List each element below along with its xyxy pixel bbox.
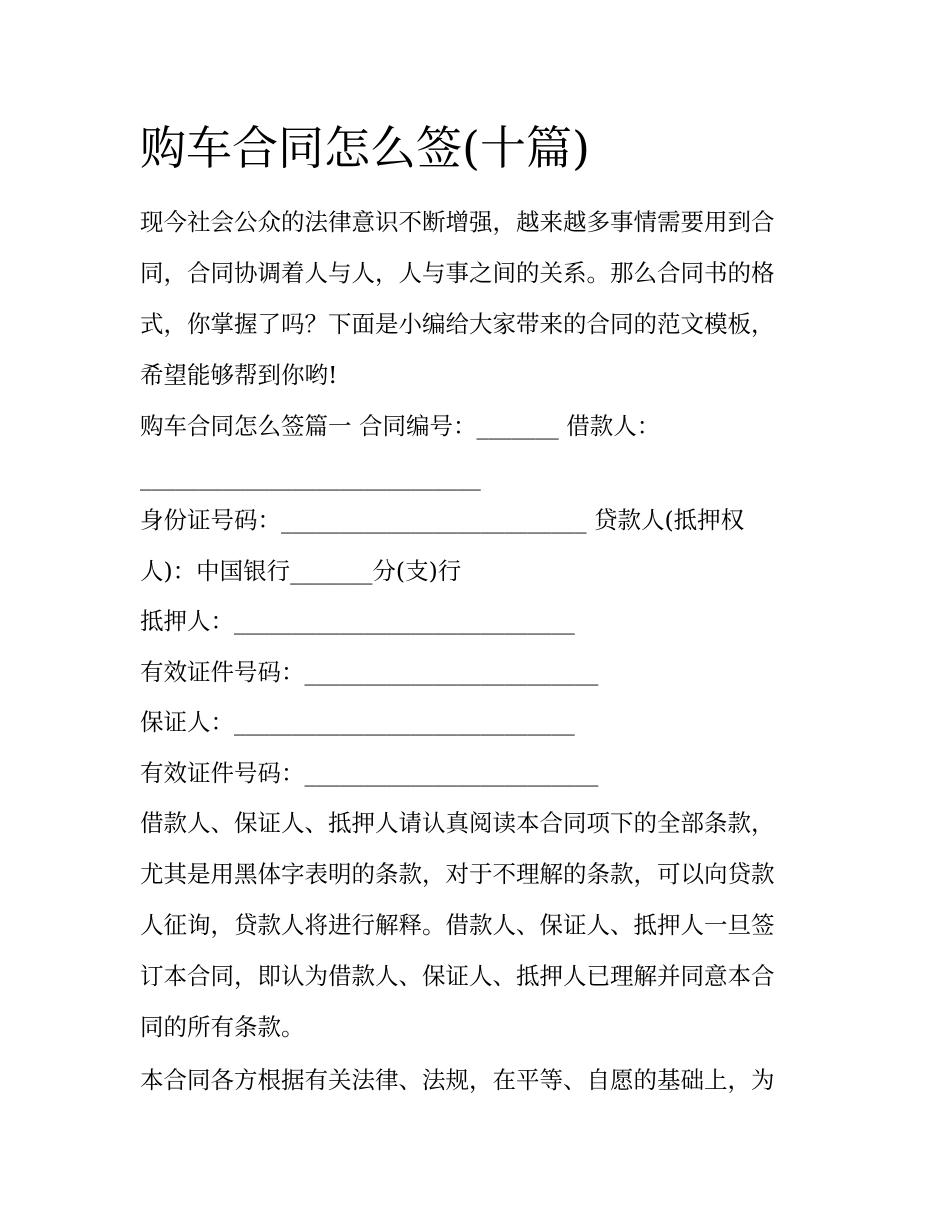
intro-line-2: 同，合同协调着人与人，人与事之间的关系。那么合同书的格	[140, 259, 775, 287]
field-mortgagor: 抵押人：_____________________________	[140, 607, 575, 635]
intro-line-3: 式，你掌握了吗？下面是小编给大家带来的合同的范文模板，	[140, 310, 775, 338]
field-lender-bank: 人)：中国银行_______分(支)行	[140, 557, 462, 585]
notice-line-4: 订本合同，即认为借款人、保证人、抵押人已理解并同意本合	[140, 962, 775, 990]
field-guarantor: 保证人：_____________________________	[140, 708, 575, 736]
notice-line-1: 借款人、保证人、抵押人请认真阅读本合同项下的全部条款，	[140, 809, 775, 837]
document-title: 购车合同怎么签(十篇)	[140, 121, 590, 175]
field-mortgagor-id: 有效证件号码：_________________________	[140, 658, 599, 686]
intro-line-1: 现今社会公众的法律意识不断增强，越来越多事情需要用到合	[140, 208, 775, 236]
intro-line-4: 希望能够帮到你哟!	[140, 361, 338, 389]
notice-line-3: 人征询，贷款人将进行解释。借款人、保证人、抵押人一旦签	[140, 911, 775, 939]
field-contract-number-borrower: 购车合同怎么签篇一 合同编号：_______ 借款人：	[140, 412, 661, 440]
field-id-number-lender: 身份证号码：__________________________ 贷款人(抵押权	[140, 506, 745, 534]
field-guarantor-id: 有效证件号码：_________________________	[140, 759, 599, 787]
notice-line-2: 尤其是用黑体字表明的条款，对于不理解的条款，可以向贷款	[140, 860, 775, 888]
notice-line-5: 同的所有条款。	[140, 1013, 305, 1041]
closing-line: 本合同各方根据有关法律、法规，在平等、自愿的基础上，为	[140, 1066, 775, 1094]
field-borrower-blank: _____________________________	[140, 463, 481, 491]
